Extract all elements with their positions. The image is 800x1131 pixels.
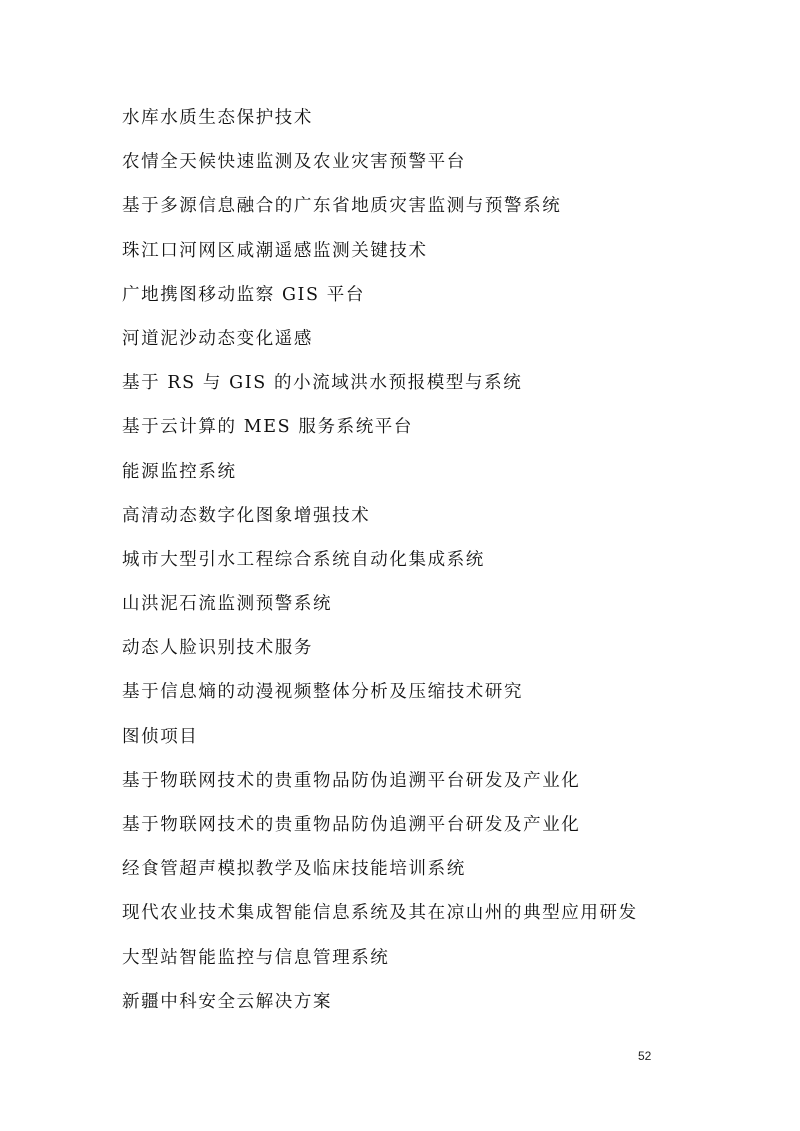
list-item: 动态人脸识别技术服务 xyxy=(122,638,313,659)
list-item: 新疆中科安全云解决方案 xyxy=(122,991,333,1012)
list-item: 珠江口河网区咸潮遥感监测关键技术 xyxy=(122,240,428,261)
list-item: 城市大型引水工程综合系统自动化集成系统 xyxy=(122,549,485,570)
list-item: 基于 RS 与 GIS 的小流域洪水预报模型与系统 xyxy=(122,373,523,394)
list-item: 高清动态数字化图象增强技术 xyxy=(122,505,371,526)
list-item: 农情全天候快速监测及农业灾害预警平台 xyxy=(122,152,466,173)
list-item: 河道泥沙动态变化遥感 xyxy=(122,328,313,349)
list-item: 广地携图移动监察 GIS 平台 xyxy=(122,284,366,305)
list-item: 基于物联网技术的贵重物品防伪追溯平台研发及产业化 xyxy=(122,815,581,835)
list-item: 大型站智能监控与信息管理系统 xyxy=(122,947,390,968)
list-item: 基于物联网技术的贵重物品防伪追溯平台研发及产业化 xyxy=(122,770,581,791)
list-item: 基于多源信息融合的广东省地质灾害监测与预警系统 xyxy=(122,196,562,217)
list-item: 水库水质生态保护技术 xyxy=(122,108,313,128)
list-item: 图侦项目 xyxy=(122,726,199,747)
list-item: 经食管超声模拟教学及临床技能培训系统 xyxy=(122,859,466,880)
list-item: 山洪泥石流监测预警系统 xyxy=(122,594,333,615)
list-item: 现代农业技术集成智能信息系统及其在凉山州的典型应用研发 xyxy=(122,903,638,924)
list-item: 基于云计算的 MES 服务系统平台 xyxy=(122,417,414,438)
page-number: 52 xyxy=(638,1049,652,1063)
project-list xyxy=(122,101,638,1029)
list-item: 基于信息熵的动漫视频整体分析及压缩技术研究 xyxy=(122,682,524,703)
list-item: 能源监控系统 xyxy=(122,461,237,482)
